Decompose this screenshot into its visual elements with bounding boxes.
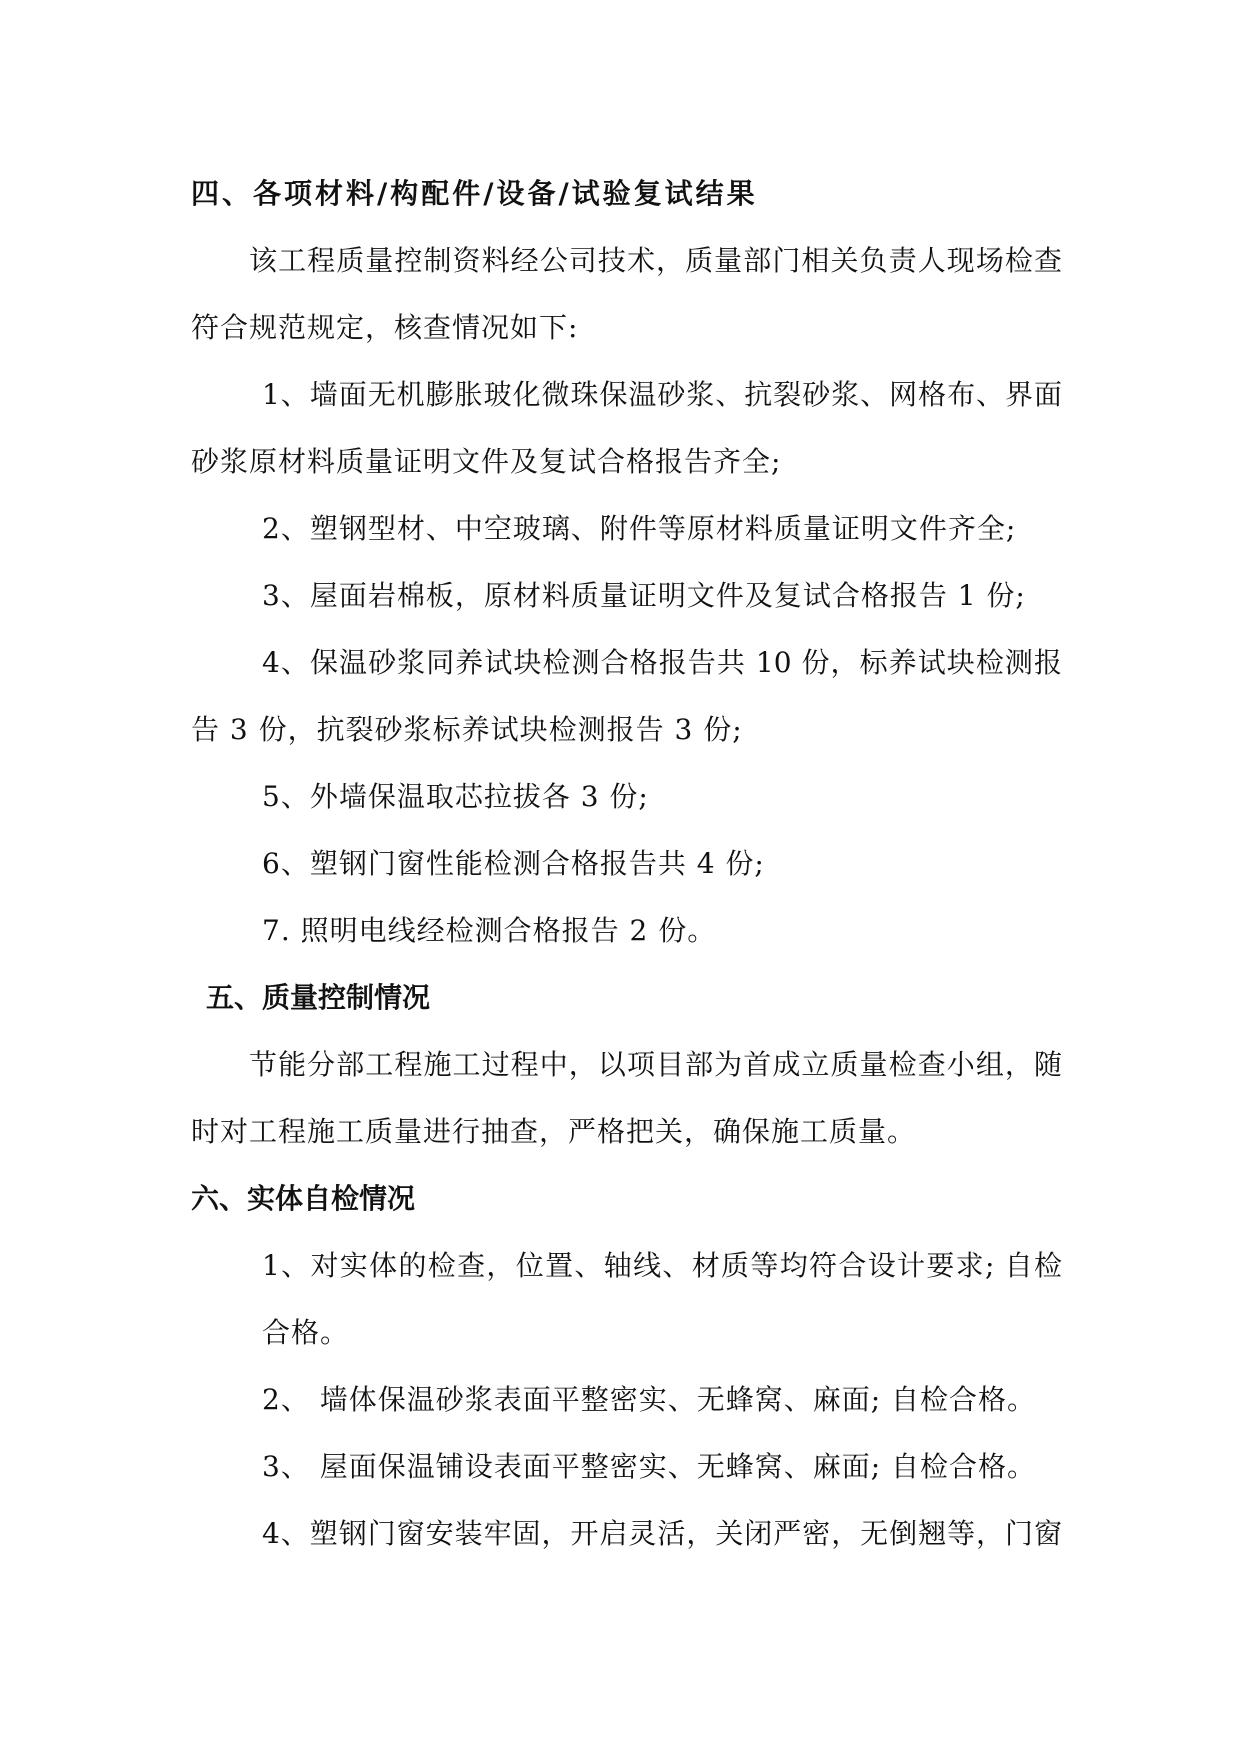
list-item: 3、 屋面保温铺设表面平整密实、无蜂窝、麻面; 自检合格。 (262, 1450, 1037, 1483)
list-item-continuation: 砂浆原材料质量证明文件及复试合格报告齐全; (191, 445, 782, 478)
list-item: 2、 墙体保温砂浆表面平整密实、无蜂窝、麻面; 自检合格。 (262, 1383, 1037, 1416)
list-item: 3、屋面岩棉板，原材料质量证明文件及复试合格报告 1 份; (262, 579, 1026, 612)
list-item-continuation: 告 3 份，抗裂砂浆标养试块检测报告 3 份; (191, 713, 743, 746)
section-heading: 五、质量控制情况 (206, 981, 431, 1014)
list-item: 1、墙面无机膨胀玻化微珠保温砂浆、抗裂砂浆、网格布、界面 (262, 378, 1062, 411)
section-heading: 四、各项材料/构配件/设备/试验复试结果 (191, 177, 758, 210)
list-item: 4、保温砂浆同养试块检测合格报告共 10 份，标养试块检测报 (262, 646, 1062, 679)
list-item-continuation: 合格。 (262, 1316, 350, 1349)
list-item: 6、塑钢门窗性能检测合格报告共 4 份; (262, 847, 765, 880)
list-item: 1、对实体的检查，位置、轴线、材质等均符合设计要求; 自检 (262, 1249, 1062, 1282)
list-item: 4、塑钢门窗安装牢固，开启灵活，关闭严密，无倒翘等，门窗 (262, 1517, 1062, 1550)
list-item: 7. 照明电线经检测合格报告 2 份。 (262, 914, 717, 947)
paragraph-line: 符合规范规定，核查情况如下: (191, 311, 579, 344)
list-item: 2、塑钢型材、中空玻璃、附件等原材料质量证明文件齐全; (262, 512, 1017, 545)
paragraph-line: 时对工程施工质量进行抽查，严格把关，确保施工质量。 (191, 1115, 917, 1148)
list-item: 5、外墙保温取芯拉拔各 3 份; (262, 780, 649, 813)
section-heading: 六、实体自检情况 (191, 1182, 416, 1215)
paragraph-line: 该工程质量控制资料经公司技术，质量部门相关负责人现场检查 (249, 244, 1062, 277)
paragraph-line: 节能分部工程施工过程中，以项目部为首成立质量检查小组，随 (249, 1048, 1062, 1081)
